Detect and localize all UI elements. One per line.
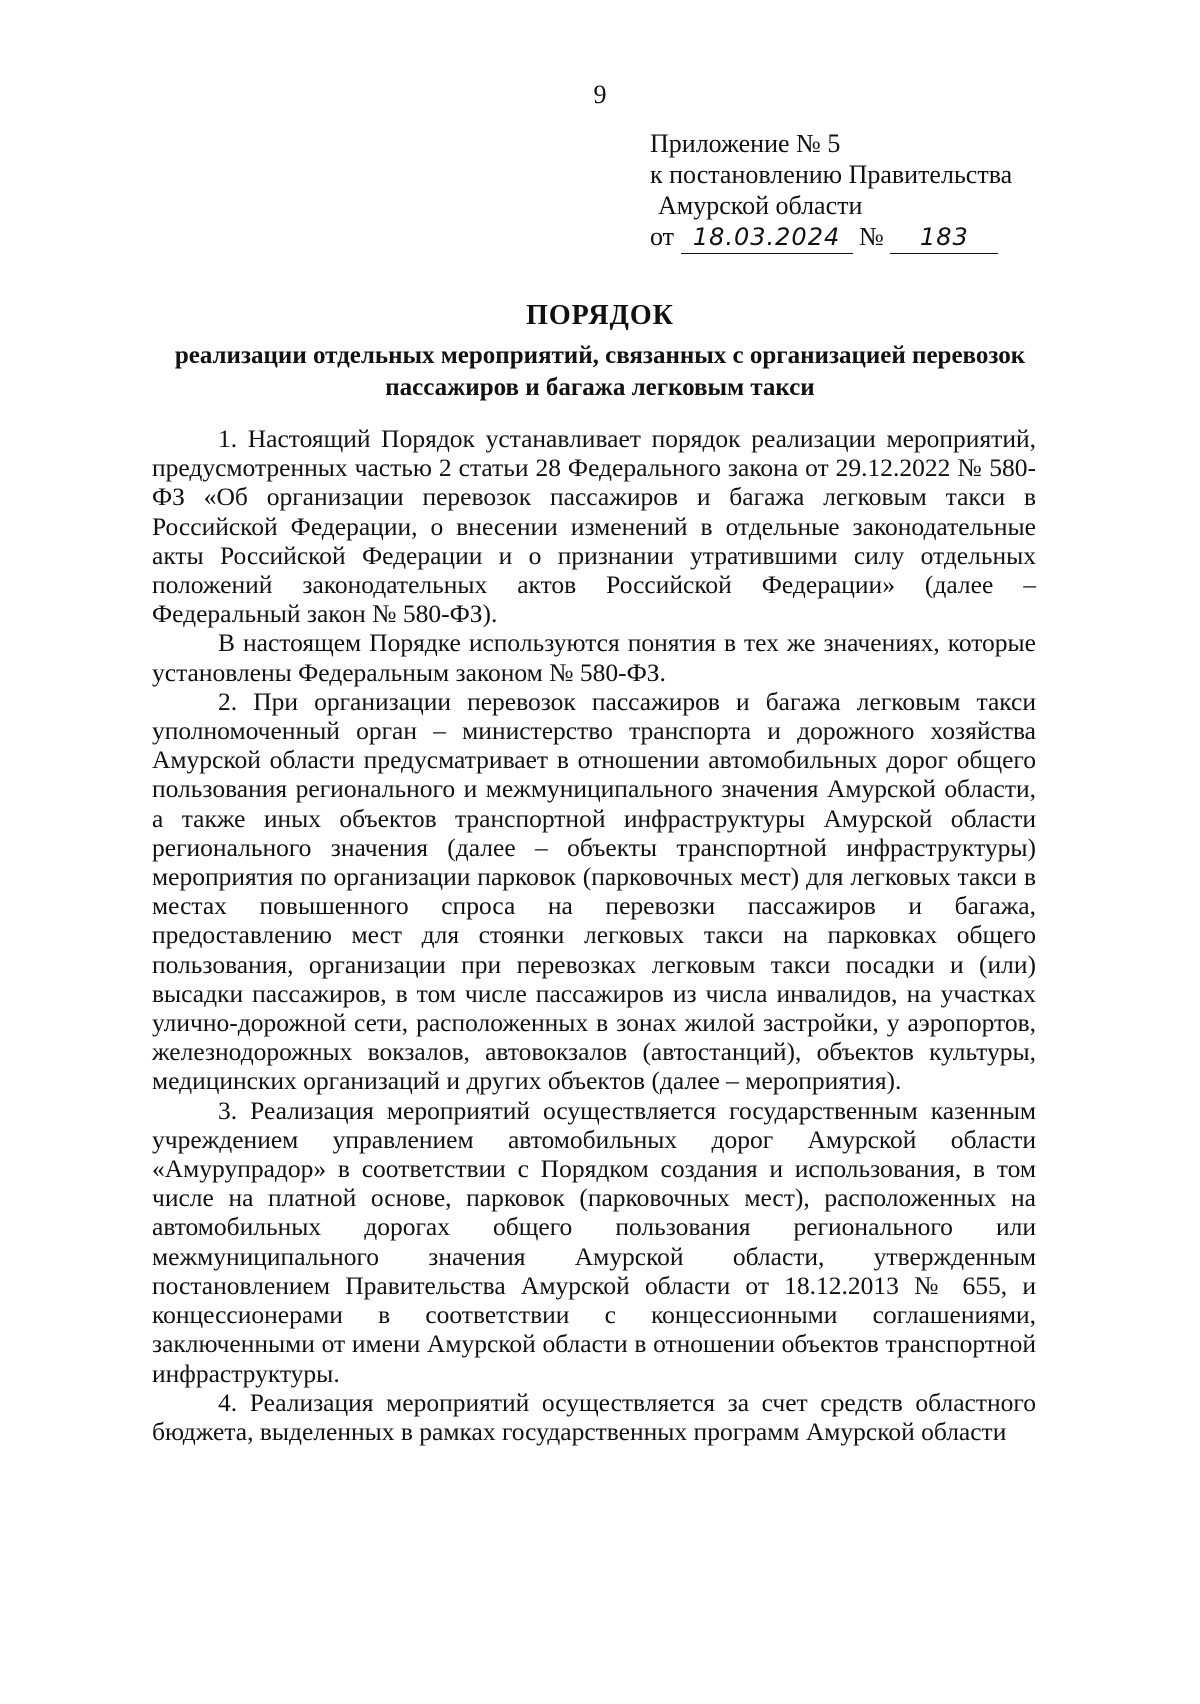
document-subtitle: реализации отдельных мероприятий, связанных с организацией перевозок пассажиров и багажа легковым такси	[174, 342, 1026, 401]
document-body	[152, 424, 1036, 1446]
appendix-line-1: Приложение № 5	[650, 129, 841, 158]
number-label: №	[859, 222, 884, 251]
appendix-header	[650, 128, 1130, 254]
document-title: ПОРЯДОК	[526, 300, 674, 331]
paragraph: 2. При организации перевозок пассажиров и багажа легковым такси уполномоченный орган – министерство транспорта и дорожного хозяйства Амурской области предусматривает в отношении автомобильных дорог общего пользования регионального и межмуниципального значения Амурской области, а также иных объектов транспортной инфраструктуры Амурской области регионального значения (далее – объекты транспортной инфраструктуры) мероприятия по организации парковок (парковочных мест) для легковых такси в местах повышенного спроса на перевозки пассажиров и багажа, предоставлению мест для стоянки легковых такси на парковках общего пользования, организации при перевозках легковым такси посадки и (или) высадки пассажиров, в том числе пассажиров из числа инвалидов, на участках улично-дорожной сети, расположенных в зонах жилой застройки, у аэропортов, железнодорожных вокзалов, автовокзалов (автостанций), объектов культуры, медицинских организаций и других объектов (далее – мероприятия).	[152, 686, 1036, 1096]
appendix-date-line	[650, 221, 1130, 254]
paragraph: 1. Настоящий Порядок устанавливает порядок реализации мероприятий, предусмотренных частью 2 статьи 28 Федерального закона от 29.12.2022 № 580-ФЗ «Об организации перевозок пассажиров и багажа легковым такси в Российской Федерации, о внесении изменений в отдельные законодательные акты Российской Федерации и о признании утратившими силу отдельных положений законодательных актов Российской Федерации» (далее – Федеральный закон № 580-ФЗ).	[152, 424, 1036, 629]
date-prefix: от	[650, 222, 675, 251]
appendix-line-2: к постановлению Правительства	[650, 160, 1013, 189]
paragraph: В настоящем Порядке используются понятия в тех же значениях, которые установлены Федеральным законом № 580-ФЗ.	[152, 628, 1036, 687]
handwritten-date: 18.03.2024	[681, 222, 853, 254]
page-number: 9	[593, 80, 607, 109]
appendix-line-3: Амурской области	[658, 191, 863, 220]
paragraph: 4. Реализация мероприятий осуществляется за счет средств областного бюджета, выделенных в рамках государственных программ Амурской области	[152, 1387, 1036, 1446]
paragraph: 3. Реализация мероприятий осуществляется государственным казенным учреждением управлением автомобильных дорог Амурской области «Амурупрадор» в соответствии с Порядком создания и использования, в том числе на платной основе, парковок (парковочных мест), расположенных на автомобильных дорогах общего пользования регионального или межмуниципального значения Амурской области, утвержденным постановлением Правительства Амурской области от 18.12.2013 № 655, и концессионерами в соответствии с концессионными соглашениями, заключенными от имени Амурской области в отношении объектов транспортной инфраструктуры.	[152, 1095, 1036, 1388]
handwritten-number: 183	[890, 222, 998, 254]
